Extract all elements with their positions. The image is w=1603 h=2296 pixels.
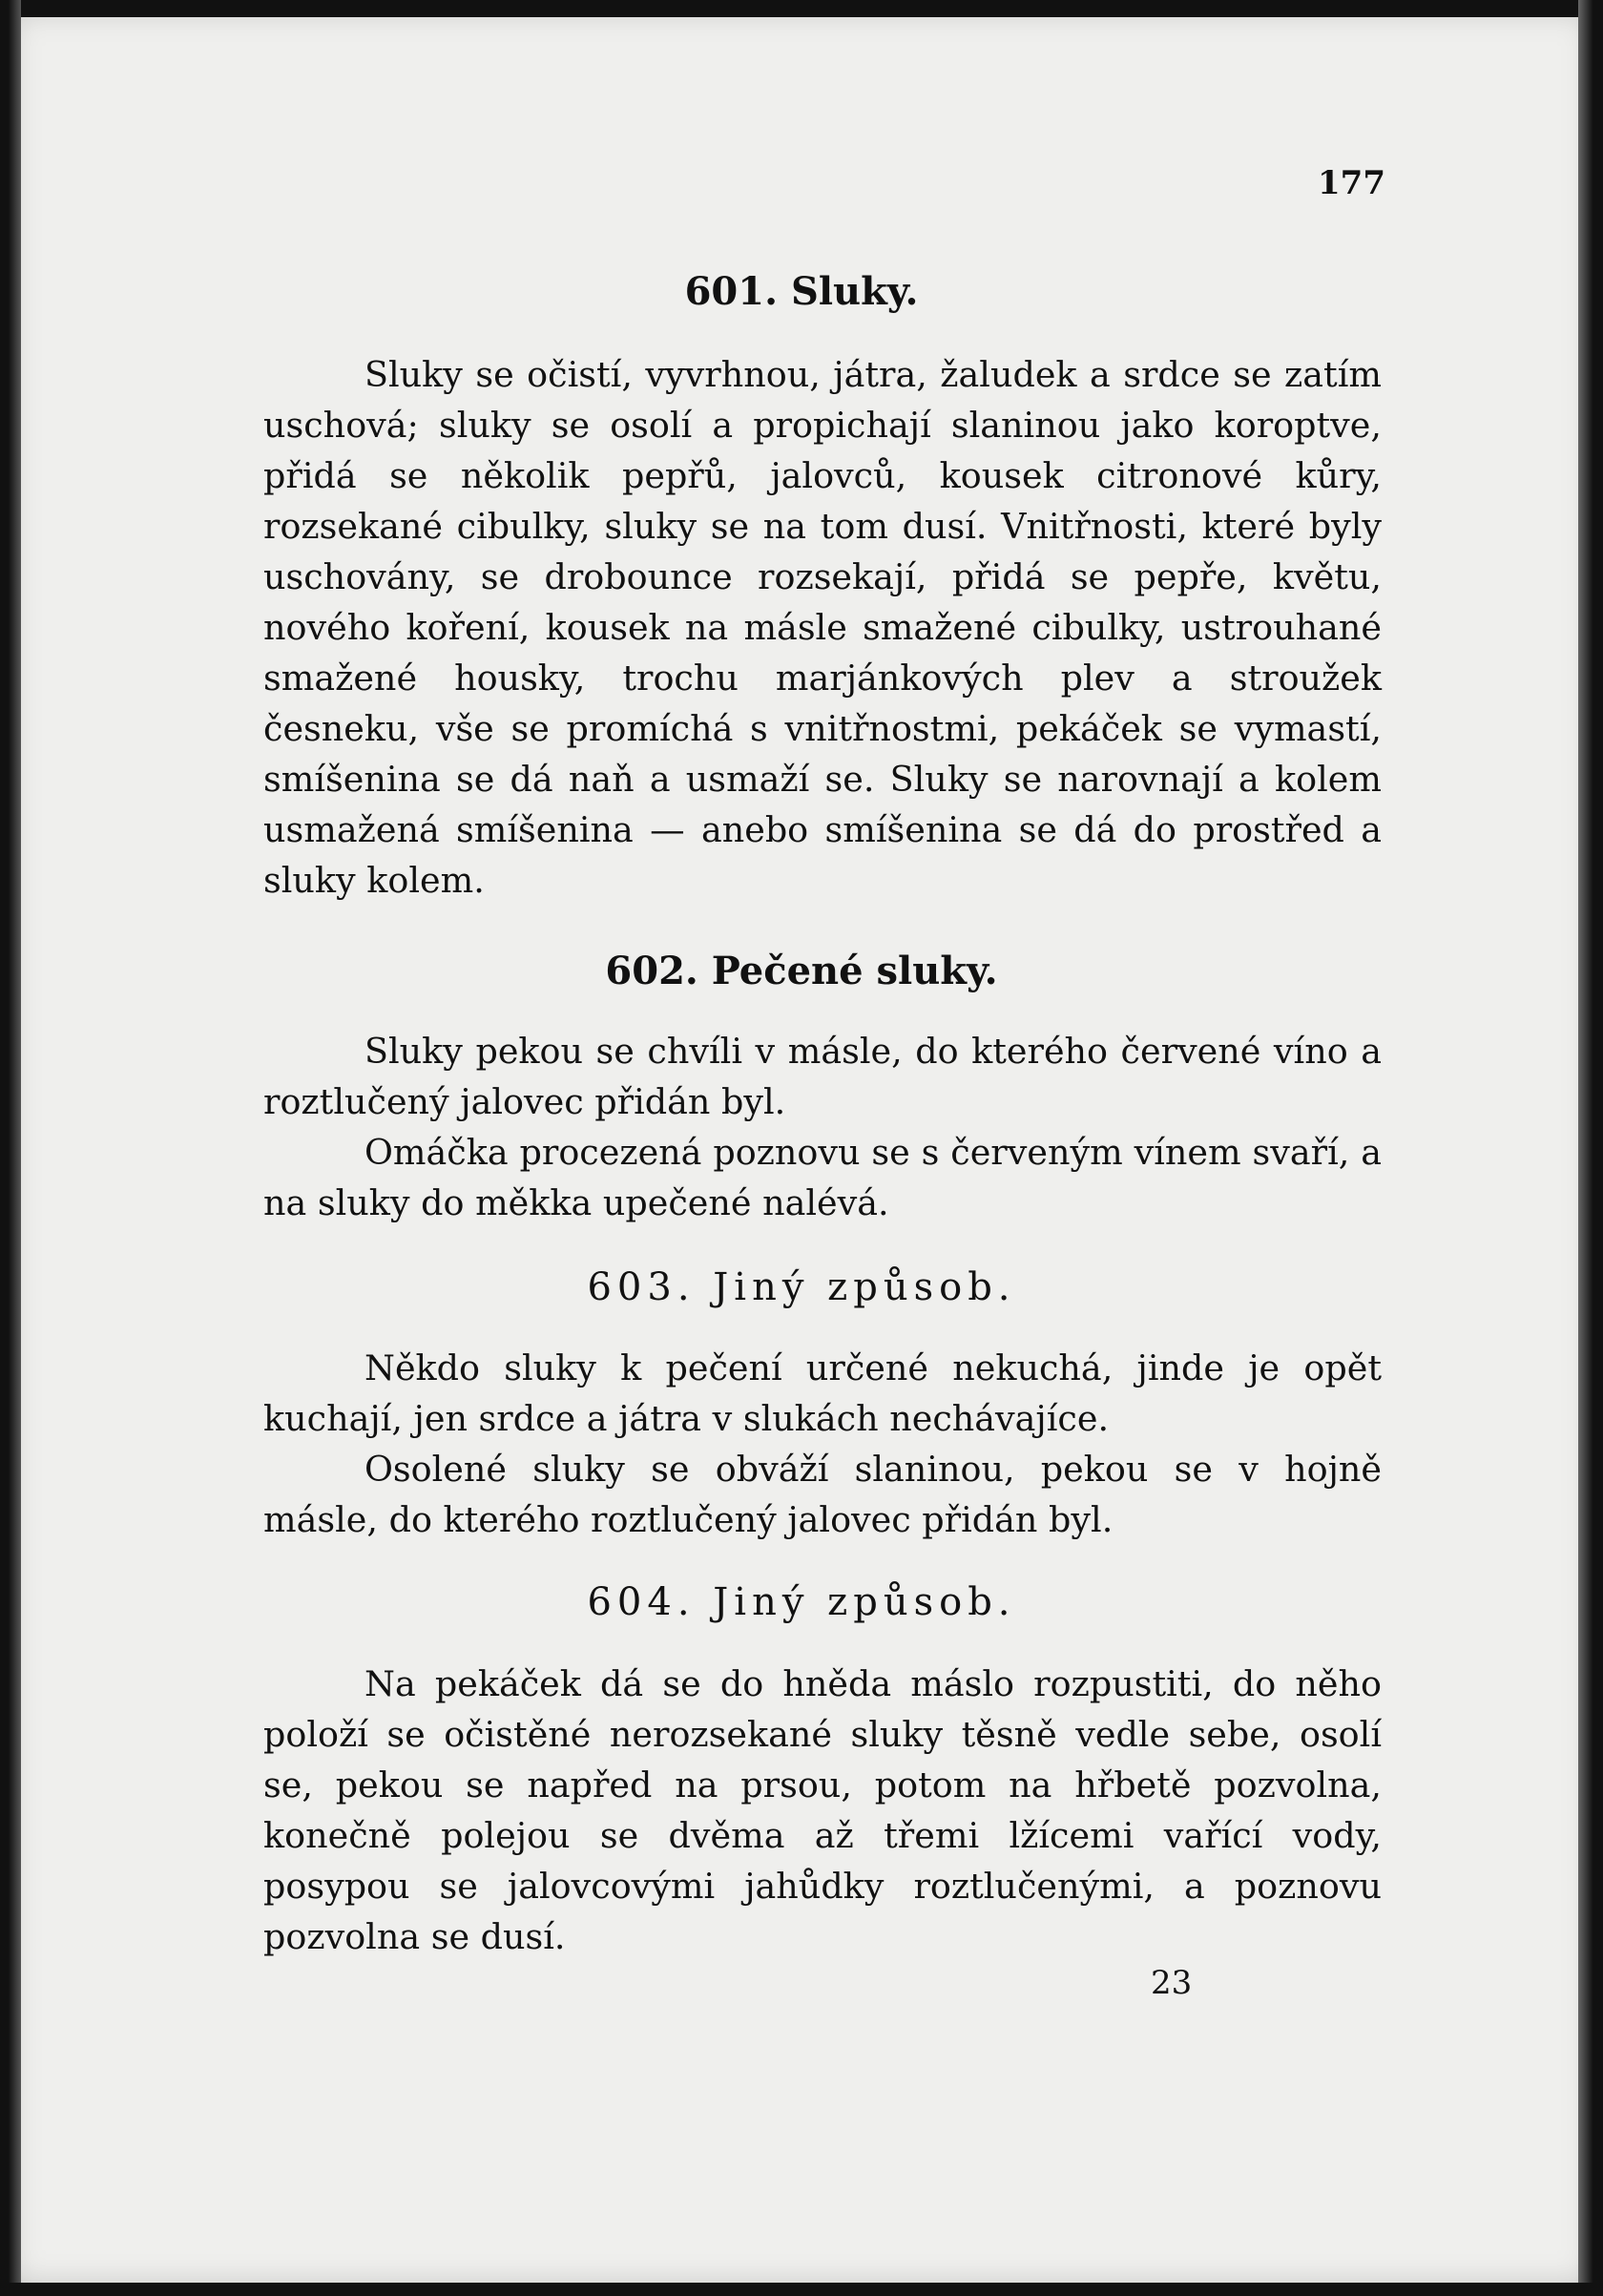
scan-edge-top <box>0 0 1603 17</box>
paragraph: Sluky se očistí, vyvrhnou, játra, žaludek a srdce se zatím uschová; sluky se osolí a propichají slaninou jako koroptve, přidá se několik pepřů, jalovců, kousek citronové kůry, rozsekané cibulky, sluky se na tom dusí. Vnitřnosti, které byly uschovány, se drobounce rozsekají, přidá se pepře, květu, nového koření, kousek na másle smažené cibulky, ustrouhané smažené housky, trochu marjánkových plev a stroužek česneku, vše se promíchá s vnitřnostmi, pekáček se vymastí, smíšenina se dá naň a usmaží se. Sluky se narovnají a kolem usmažená smíšenina — anebo smíšenina se dá do prostřed a sluky kolem. <box>263 354 1382 901</box>
paragraph: Osolené sluky se obváží slaninou, pekou se v hojně másle, do kterého roztlučený jalovec přidán byl. <box>263 1449 1382 1540</box>
paragraph: Omáčka procezená poznovu se s červeným vínem svaří, a na sluky do měkka upečené nalévá. <box>263 1132 1382 1223</box>
recipe-body-604 <box>263 1659 1382 1962</box>
recipe-body-602 <box>263 1026 1382 1228</box>
scan-edge-bottom <box>0 2283 1603 2296</box>
recipe-body-601 <box>263 349 1382 906</box>
recipe-heading-603: 603. Jiný způsob. <box>587 1265 1016 1309</box>
scan-edge-right <box>1578 0 1603 2296</box>
recipe-heading-602: 602. Pečené sluky. <box>605 949 998 993</box>
recipe-heading-604: 604. Jiný způsob. <box>587 1580 1016 1624</box>
paragraph: Sluky pekou se chvíli v másle, do kterého červené víno a roztlučený jalovec přidán byl. <box>263 1031 1382 1122</box>
page-number: 177 <box>1318 164 1385 202</box>
paragraph: Někdo sluky k pečení určené nekuchá, jinde je opět kuchají, jen srdce a játra v slukách nechávajíce. <box>263 1347 1382 1439</box>
signature-mark: 23 <box>1151 1964 1193 2002</box>
recipe-heading-601: 601. Sluky. <box>684 269 919 314</box>
paragraph: Na pekáček dá se do hněda máslo rozpustiti, do něho položí se očistěné nerozsekané sluky těsně vedle sebe, osolí se, pekou se napřed na prsou, potom na hřbetě pozvolna, konečně polejou se dvěma až třemi lžícemi vařící vody, posypou se jalovcovými jahůdky roztlučenými, a poznovu pozvolna se dusí. <box>263 1663 1382 1957</box>
recipe-body-603 <box>263 1343 1382 1545</box>
scan-edge-left <box>0 0 21 2296</box>
